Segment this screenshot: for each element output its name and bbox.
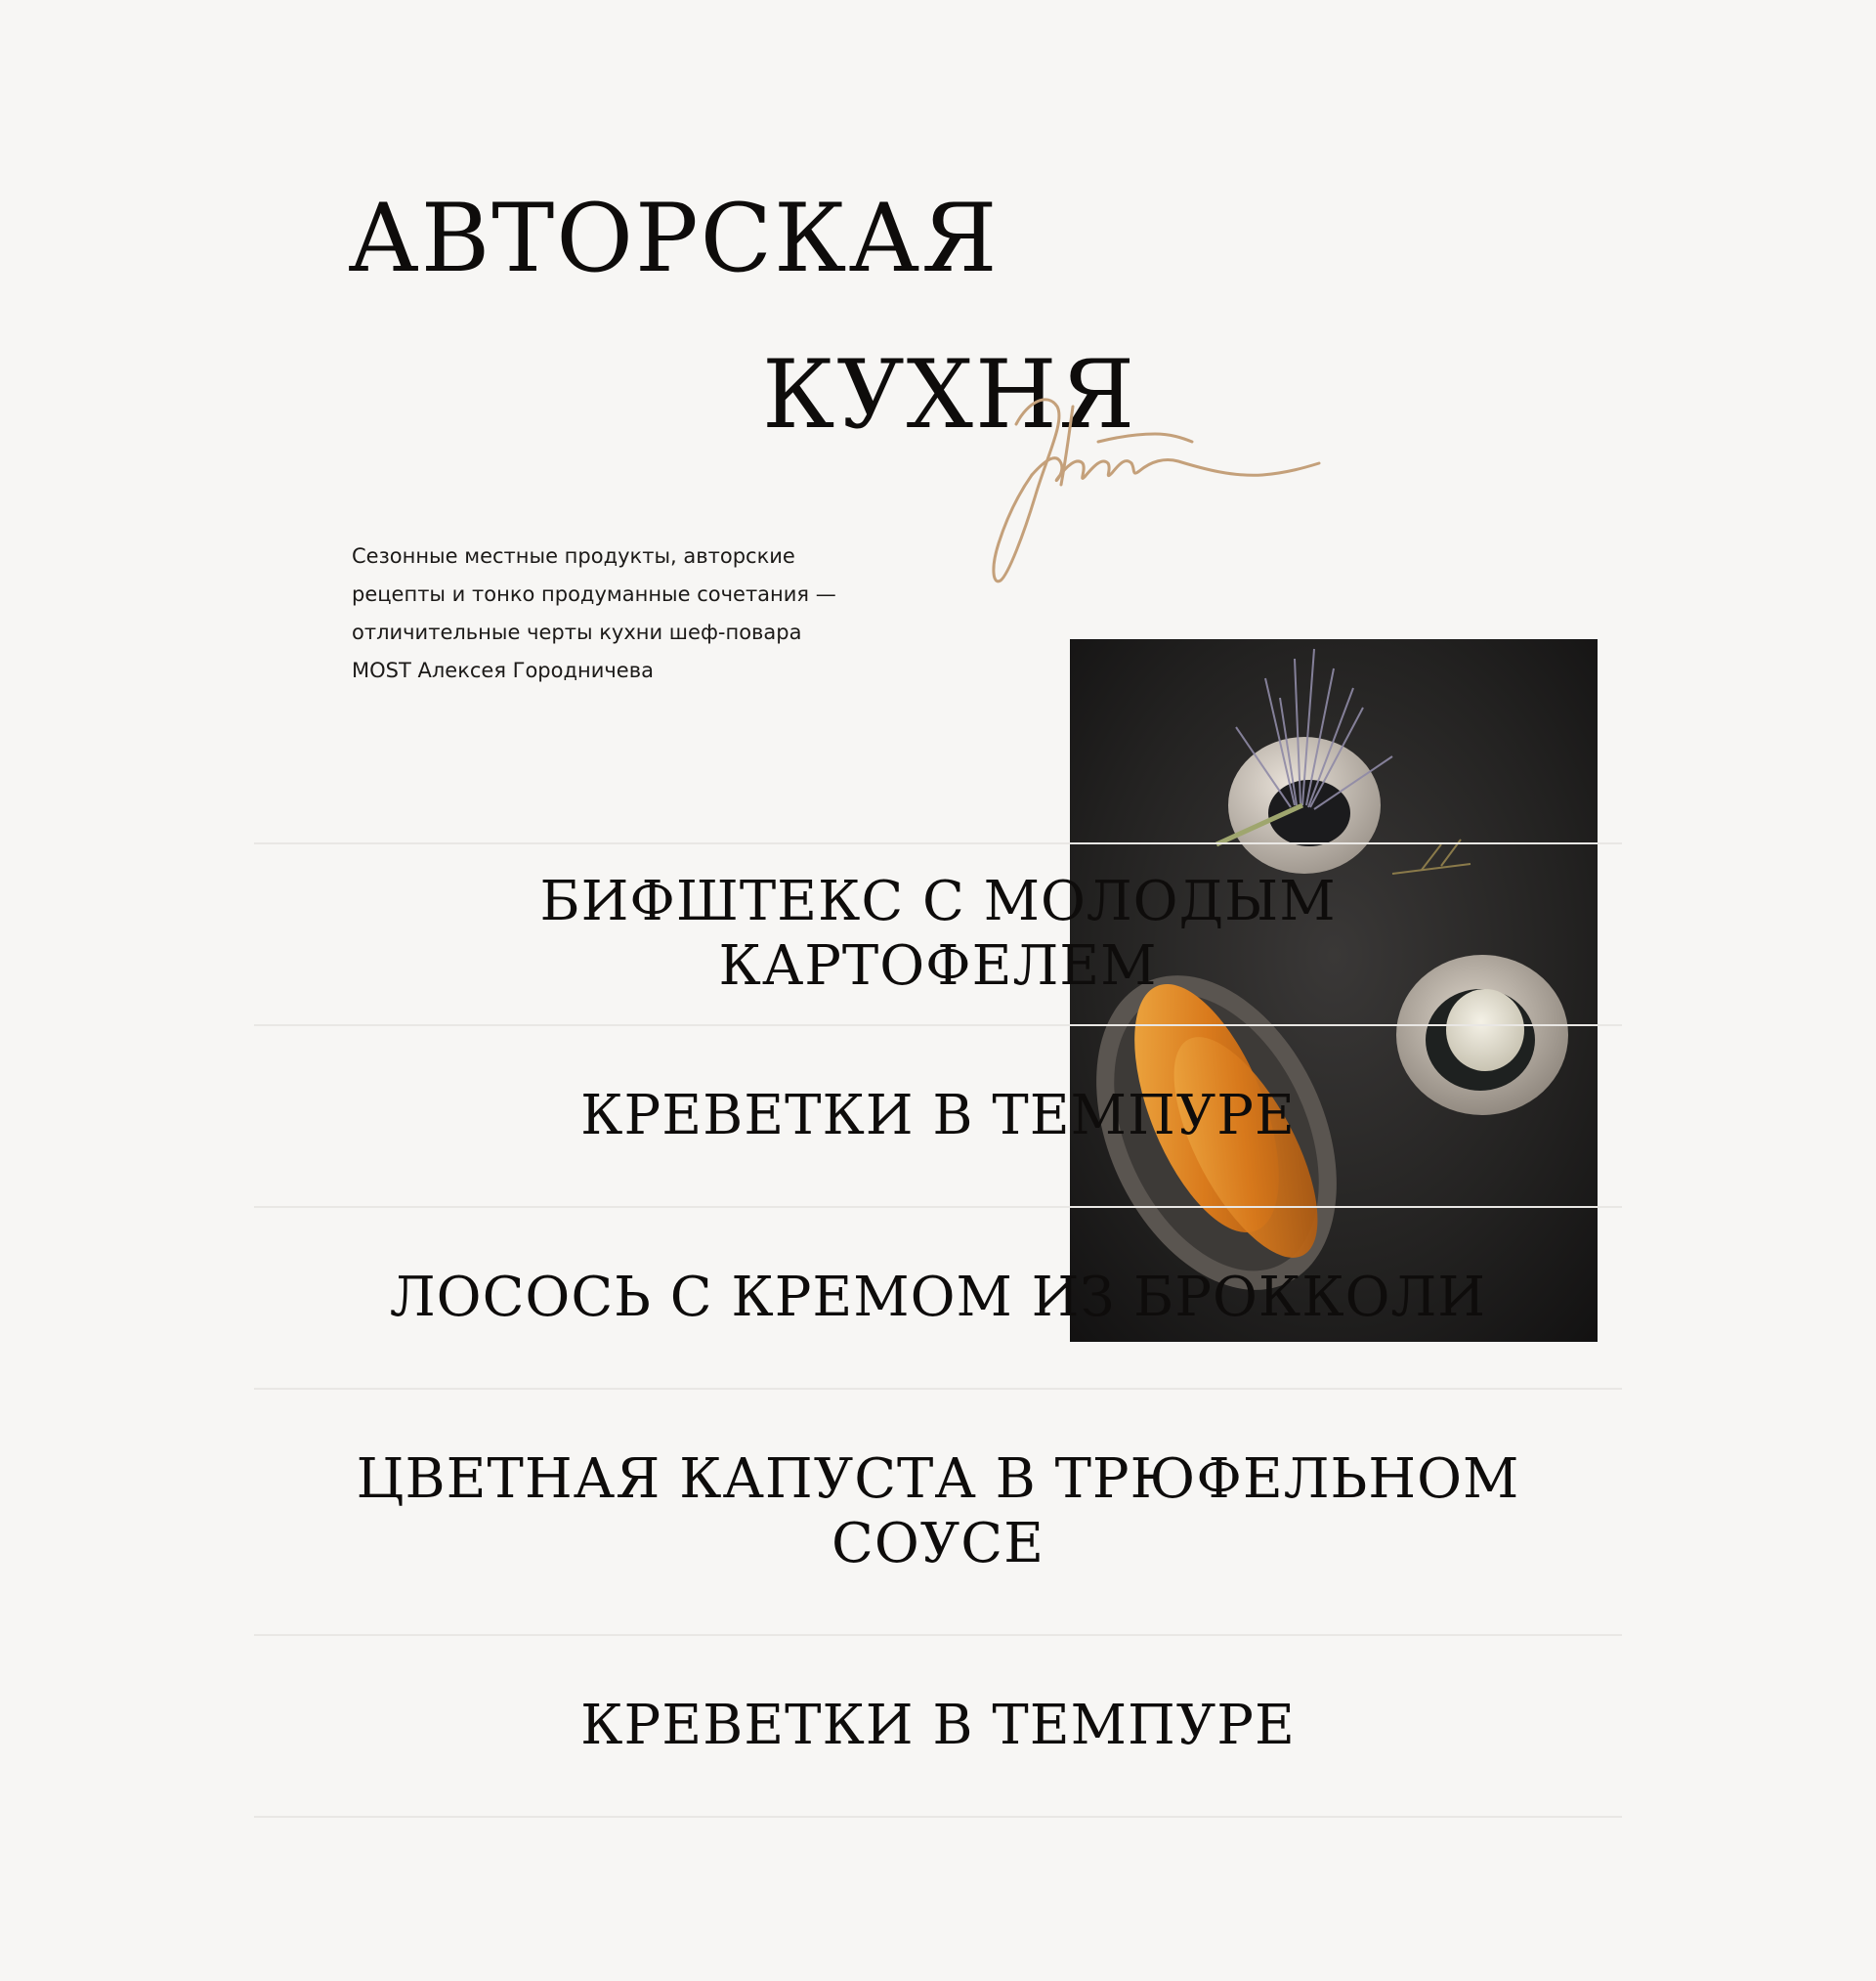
menu-item[interactable]	[254, 1208, 1622, 1390]
menu-item[interactable]	[254, 844, 1622, 1026]
menu-item-label: ЦВЕТНАЯ КАПУСТА В ТРЮФЕЛЬНОМ СОУСЕ	[356, 1447, 1520, 1575]
intro-text: Сезонные местные продукты, авторские рецепты и тонко продуманные сочетания — отличительные черты кухни шеф-повара MOST Алексея Городничева	[352, 544, 836, 682]
menu-item-label: КРЕВЕТКИ В ТЕМПУРЕ	[580, 1084, 1296, 1147]
page-title-line-1: АВТОРСКАЯ	[348, 184, 1000, 293]
menu-list	[254, 842, 1622, 1818]
menu-item-label: КРЕВЕТКИ В ТЕМПУРЕ	[580, 1694, 1296, 1757]
menu-item[interactable]	[254, 1026, 1622, 1208]
chef-signature-icon	[989, 348, 1331, 592]
menu-item[interactable]	[254, 1636, 1622, 1818]
menu-item-label: ЛОСОСЬ С КРЕМОМ ИЗ БРОККОЛИ	[389, 1266, 1487, 1329]
menu-item[interactable]	[254, 1390, 1622, 1636]
menu-item-label: БИФШТЕКС С МОЛОДЫМ КАРТОФЕЛЕМ	[539, 870, 1337, 998]
page-title-line-2: КУХНЯ	[762, 340, 1137, 450]
